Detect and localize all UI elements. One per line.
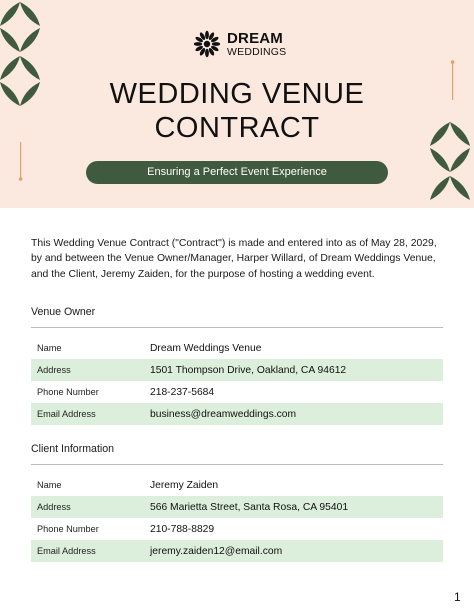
brand-subname: WEDDINGS <box>227 45 287 58</box>
header-banner <box>0 0 474 208</box>
row-value: 218-237-5684 <box>150 386 215 398</box>
stem-decoration-left <box>19 142 23 182</box>
row-label: Email Address <box>31 540 150 562</box>
page-number: 1 <box>454 590 461 604</box>
title-line-2: CONTRACT <box>154 112 320 144</box>
leaf-pattern-decoration-left <box>0 0 46 132</box>
row-value: Dream Weddings Venue <box>150 342 262 354</box>
table-row <box>31 474 443 496</box>
table-row <box>31 518 443 540</box>
brand-name: DREAM <box>227 29 283 47</box>
leaf-pattern-decoration-right <box>428 120 474 208</box>
row-label: Address <box>31 496 150 518</box>
row-label: Name <box>37 480 62 490</box>
brand-logo <box>193 28 286 60</box>
stem-decoration-right <box>451 60 455 102</box>
section-divider <box>31 464 443 465</box>
row-value: 210-788-8829 <box>150 523 215 535</box>
row-value: Jeremy Zaiden <box>150 479 219 491</box>
table-row <box>31 359 443 381</box>
title-line-1: WEDDING VENUE <box>109 78 365 110</box>
venue-owner-table <box>31 337 443 425</box>
row-label: Phone Number <box>37 387 99 397</box>
section-divider <box>31 327 443 328</box>
client-info-heading: Client Information <box>31 443 115 455</box>
row-label: Address <box>31 359 150 381</box>
tagline-pill: Ensuring a Perfect Event Experience <box>86 161 388 184</box>
row-value: jeremy.zaiden12@email.com <box>150 540 443 562</box>
venue-owner-heading: Venue Owner <box>31 306 96 318</box>
row-value: 1501 Thompson Drive, Oakland, CA 94612 <box>150 359 443 381</box>
table-row <box>31 403 443 425</box>
table-row <box>31 496 443 518</box>
table-row <box>31 381 443 403</box>
table-row <box>31 337 443 359</box>
intro-paragraph: This Wedding Venue Contract ("Contract") is made and entered into as of May 28, 2029, by and between the Venue Owner/Manager, Harper Willard, of Dream Weddings Venue, and the Client, Jeremy Zaiden, for the purpose of hosting a wedding event. <box>31 238 437 280</box>
row-label: Email Address <box>31 403 150 425</box>
row-label: Phone Number <box>37 524 99 534</box>
row-value: 566 Marietta Street, Santa Rosa, CA 95401 <box>150 496 443 518</box>
row-label: Name <box>37 343 62 353</box>
table-row <box>31 540 443 562</box>
client-info-table <box>31 474 443 562</box>
page-title <box>60 77 414 145</box>
row-value: business@dreamweddings.com <box>150 403 443 425</box>
sunburst-flower-icon <box>193 30 221 58</box>
